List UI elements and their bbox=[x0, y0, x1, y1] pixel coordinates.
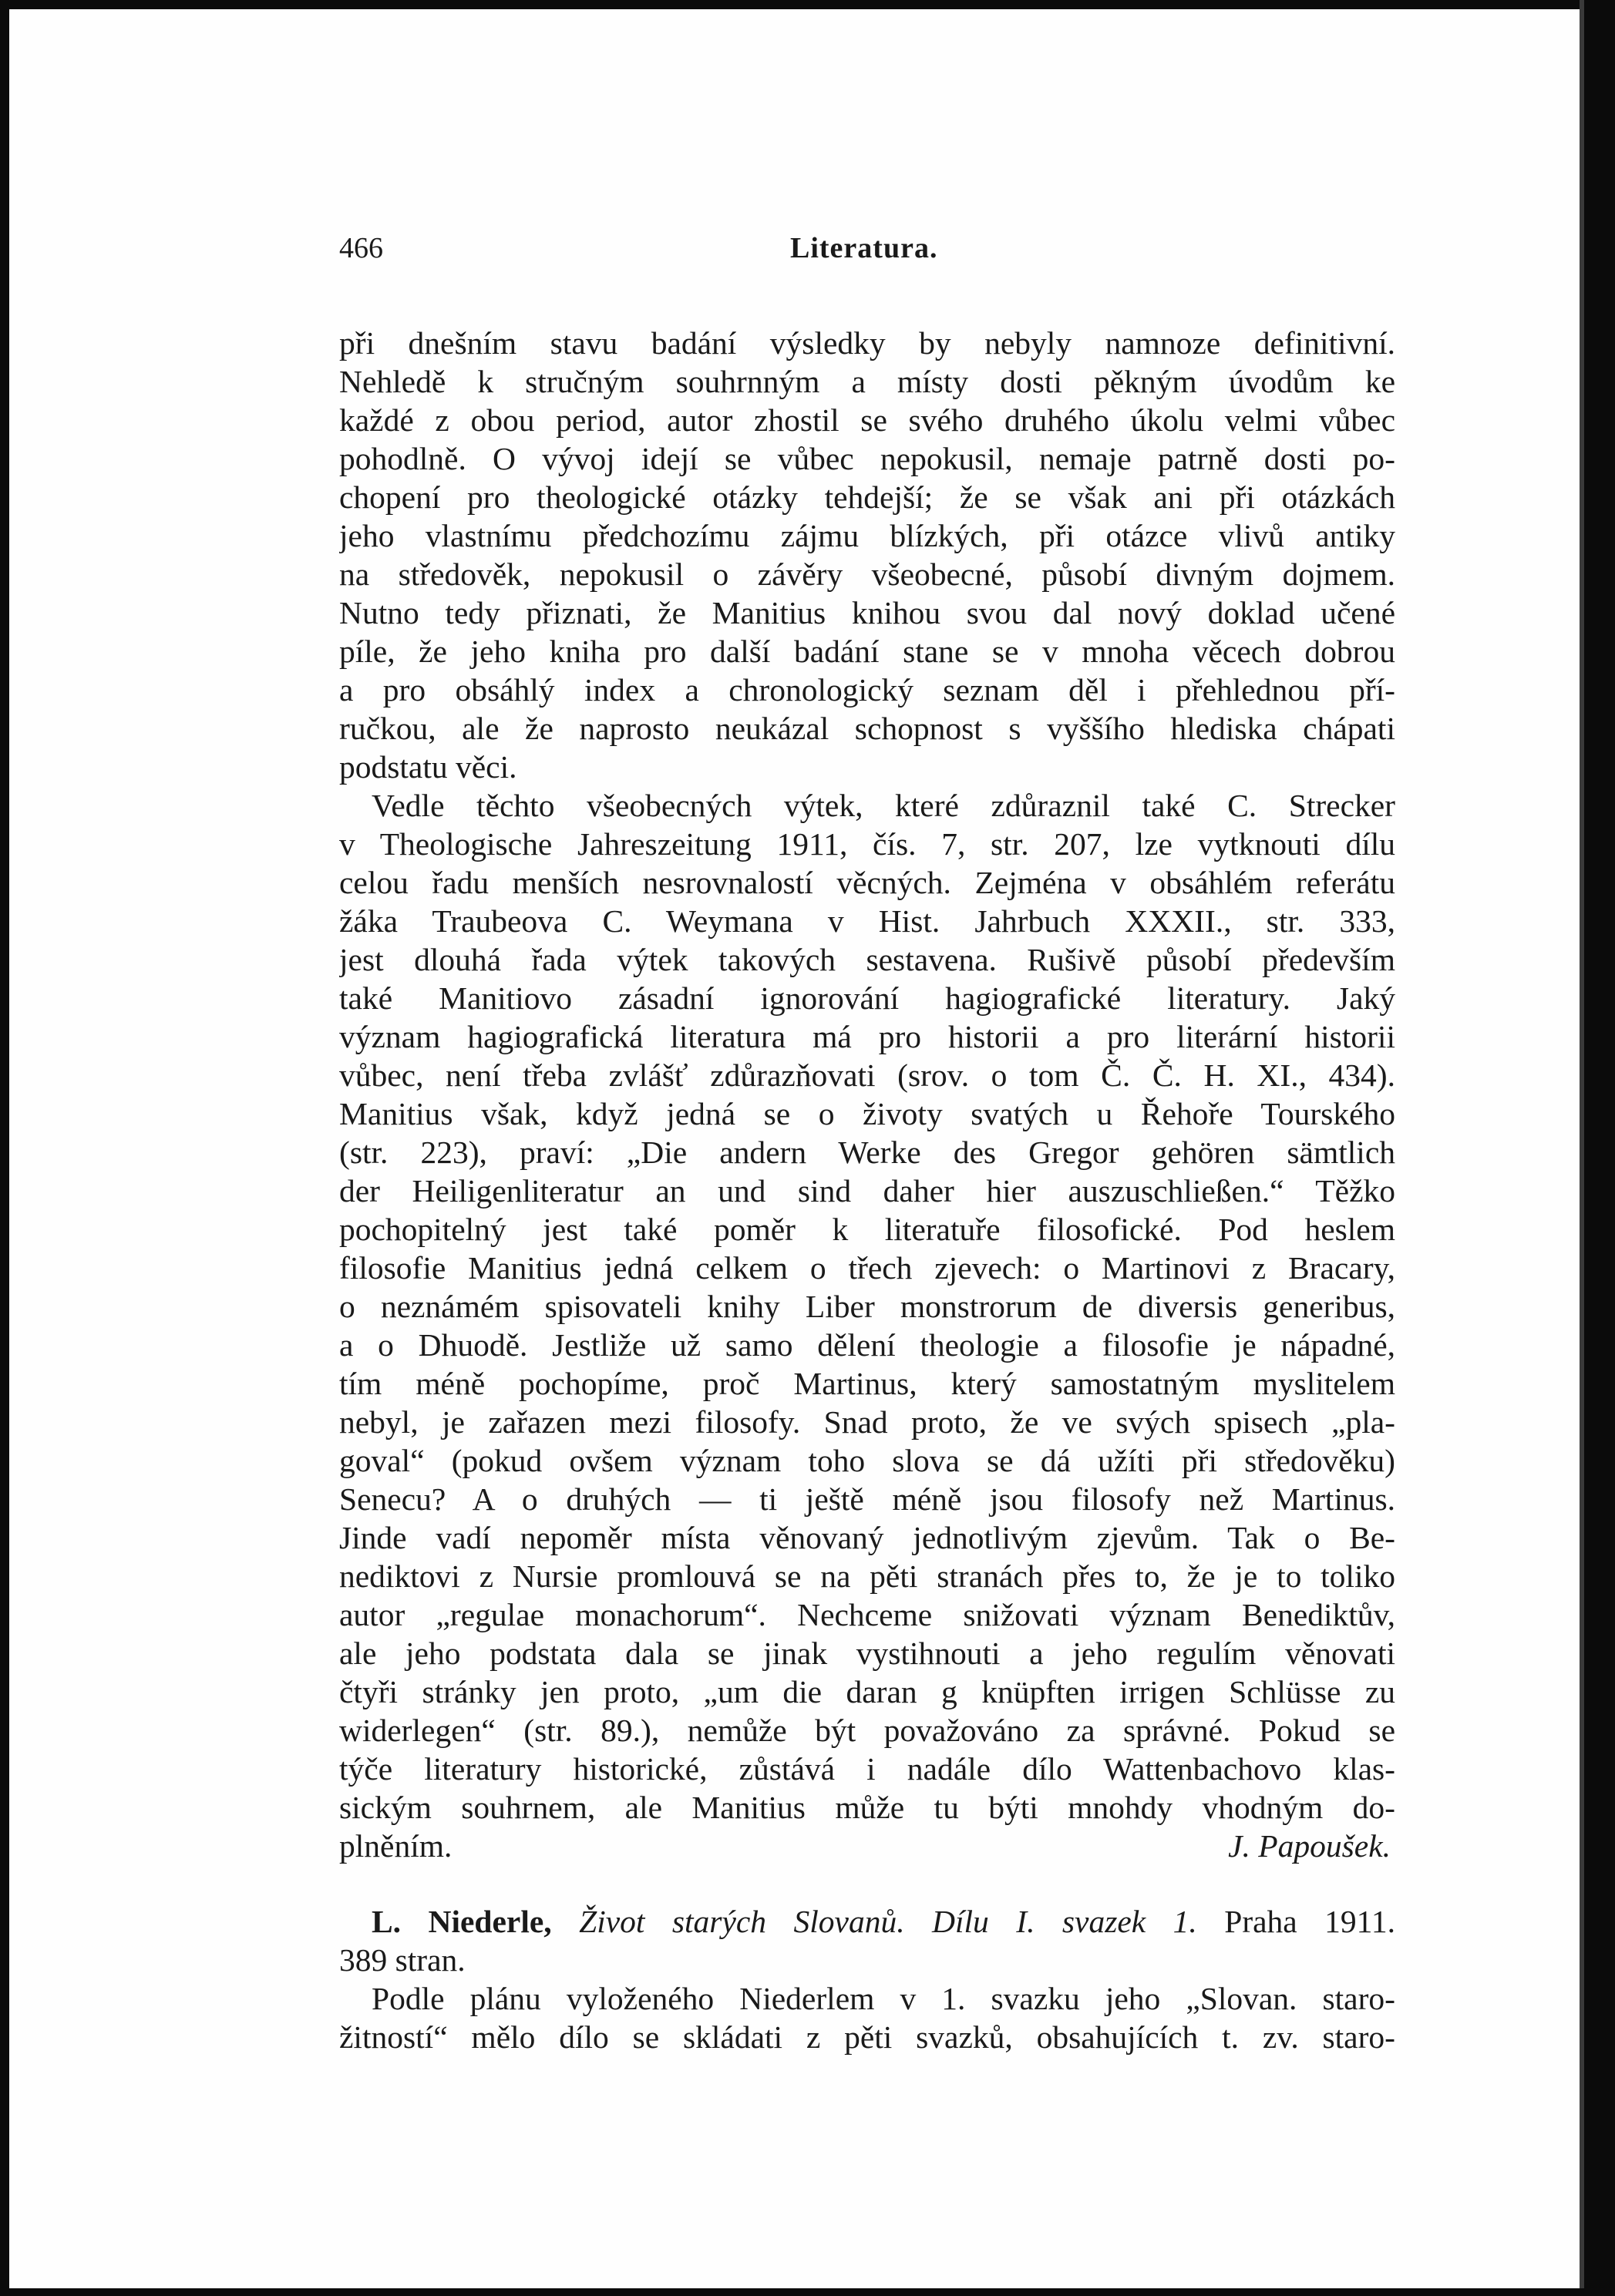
text-line: sickým souhrnem, ale Manitius může tu býti mnohdy vhodným do- bbox=[339, 1790, 1395, 1825]
paragraph-2 bbox=[339, 786, 1395, 1827]
text-line: o neznámém spisovateli knihy Liber monstrorum de diversis generibus, bbox=[339, 1289, 1395, 1324]
text-line: Nutno tedy přiznati, že Manitius knihou svou dal nový doklad učené bbox=[339, 595, 1395, 630]
text-line: význam hagiografická literatura má pro historii a pro literární historii bbox=[339, 1019, 1395, 1054]
review-2-heading bbox=[339, 1902, 1395, 1979]
page-content bbox=[339, 231, 1395, 2056]
text-line: pochopitelný jest také poměr k literatuře filosofické. Pod heslem bbox=[339, 1212, 1395, 1247]
review-author: L. Niederle, bbox=[372, 1904, 552, 1939]
scan-border-right bbox=[1584, 0, 1615, 2296]
text-line: v Theologische Jahreszeitung 1911, čís. 7, str. 207, lze vytknouti dílu bbox=[339, 826, 1395, 862]
text-line: také Manitiovo zásadní ignorování hagiografické literatury. Jaký bbox=[339, 980, 1395, 1016]
text-line: jeho vlastnímu předchozímu zájmu blízkých, při otázce vlivů antiky bbox=[339, 518, 1395, 553]
text-line: nebyl, je zařazen mezi filosofy. Snad proto, že ve svých spisech „pla- bbox=[339, 1404, 1395, 1440]
review-page-count: 389 stran. bbox=[339, 1942, 466, 1978]
review-book-title: Život starých Slovanů. Dílu I. svazek 1. bbox=[579, 1904, 1197, 1939]
signature-line bbox=[339, 1827, 1395, 1865]
running-title: Literatura. bbox=[790, 232, 938, 264]
text-line: filosofie Manitius jedná celkem o třech zjevech: o Martinovi z Bracary, bbox=[339, 1250, 1395, 1286]
text-line: Nehledě k stručným souhrnným a místy dosti pěkným úvodům ke bbox=[339, 364, 1395, 399]
text-line: Manitius však, když jedná se o životy svatých u Řehoře Tourského bbox=[339, 1096, 1395, 1131]
text-line: vůbec, není třeba zvlášť zdůrazňovati (srov. o tom Č. Č. H. XI., 434). bbox=[339, 1057, 1395, 1093]
text-line: Senecu? A o druhých — ti ještě méně jsou filosofy než Martinus. bbox=[339, 1481, 1395, 1517]
review-2-citation bbox=[339, 1902, 1395, 1941]
review-imprint: Praha 1911. bbox=[1224, 1904, 1395, 1939]
text-line: tím méně pochopíme, proč Martinus, který samostatným myslitelem bbox=[339, 1366, 1395, 1401]
closing-word: plněním. bbox=[339, 1828, 453, 1864]
text-line: nediktovi z Nursie promlouvá se na pěti stranách přes to, že je to toliko bbox=[339, 1558, 1395, 1594]
text-line: autor „regulae monachorum“. Nechceme snižovati význam Benediktův, bbox=[339, 1597, 1395, 1632]
review-1-text bbox=[339, 324, 1395, 2056]
text-line: Vedle těchto všeobecných výtek, které zdůraznil také C. Strecker bbox=[372, 788, 1395, 823]
paragraph-1 bbox=[339, 324, 1395, 786]
text-line: Jinde vadí nepoměr místa věnovaný jednotlivým zjevům. Tak o Be- bbox=[339, 1520, 1395, 1555]
text-line: žitností“ mělo dílo se skládati z pěti svazků, obsahujících t. zv. staro- bbox=[339, 2019, 1395, 2055]
scan-border-left bbox=[0, 0, 9, 2296]
text-line: ale jeho podstata dala se jinak vystihnouti a jeho regulím věnovati bbox=[339, 1635, 1395, 1671]
text-line: píle, že jeho kniha pro další badání stane se v mnoha věcech dobrou bbox=[339, 634, 1395, 669]
text-line: chopení pro theologické otázky tehdejší; že se však ani při otázkách bbox=[339, 479, 1395, 515]
text-line: žáka Traubeova C. Weymana v Hist. Jahrbuch XXXII., str. 333, bbox=[339, 903, 1395, 939]
paragraph-3 bbox=[339, 1979, 1395, 2056]
text-line: při dnešním stavu badání výsledky by nebyly namnoze definitivní. bbox=[339, 325, 1395, 361]
text-line: jest dlouhá řada výtek takových sestavena. Rušivě působí především bbox=[339, 942, 1395, 977]
page-number: 466 bbox=[339, 232, 383, 264]
scan-border-top bbox=[0, 0, 1615, 9]
text-line: a o Dhuodě. Jestliže už samo dělení theologie a filosofie je nápadné, bbox=[339, 1327, 1395, 1363]
text-line: podstatu věci. bbox=[339, 749, 517, 785]
text-line: a pro obsáhlý index a chronologický seznam děl i přehlednou pří- bbox=[339, 672, 1395, 708]
scan-border-bottom bbox=[0, 2288, 1615, 2296]
text-line: každé z obou period, autor zhostil se svého druhého úkolu velmi vůbec bbox=[339, 402, 1395, 438]
text-line: der Heiligenliteratur an und sind daher hier auszuschließen.“ Těžko bbox=[339, 1173, 1395, 1209]
text-line: celou řadu menších nesrovnalostí věcných. Zejména v obsáhlém referátu bbox=[339, 865, 1395, 900]
text-line: týče literatury historické, zůstává i nadále dílo Wattenbachovo klas- bbox=[339, 1751, 1395, 1787]
text-line: pohodlně. O vývoj idejí se vůbec nepokusil, nemaje patrně dosti po- bbox=[339, 441, 1395, 476]
text-line: Podle plánu vyloženého Niederlem v 1. svazku jeho „Slovan. staro- bbox=[372, 1981, 1395, 2016]
text-line: widerlegen“ (str. 89.), nemůže být považováno za správné. Pokud se bbox=[339, 1713, 1395, 1748]
text-line: ručkou, ale že naprosto neukázal schopnost s vyššího hlediska chápati bbox=[339, 711, 1395, 746]
text-line: na středověk, nepokusil o závěry všeobecné, působí divným dojmem. bbox=[339, 556, 1395, 592]
text-line: čtyři stránky jen proto, „um die daran g knüpften irrigen Schlüsse zu bbox=[339, 1674, 1395, 1709]
text-line: (str. 223), praví: „Die andern Werke des Gregor gehören sämtlich bbox=[339, 1135, 1395, 1170]
running-head bbox=[339, 231, 1395, 277]
reviewer-signature: J. Papoušek. bbox=[1228, 1828, 1391, 1864]
text-line: goval“ (pokud ovšem význam toho slova se dá užíti při středověku) bbox=[339, 1443, 1395, 1478]
